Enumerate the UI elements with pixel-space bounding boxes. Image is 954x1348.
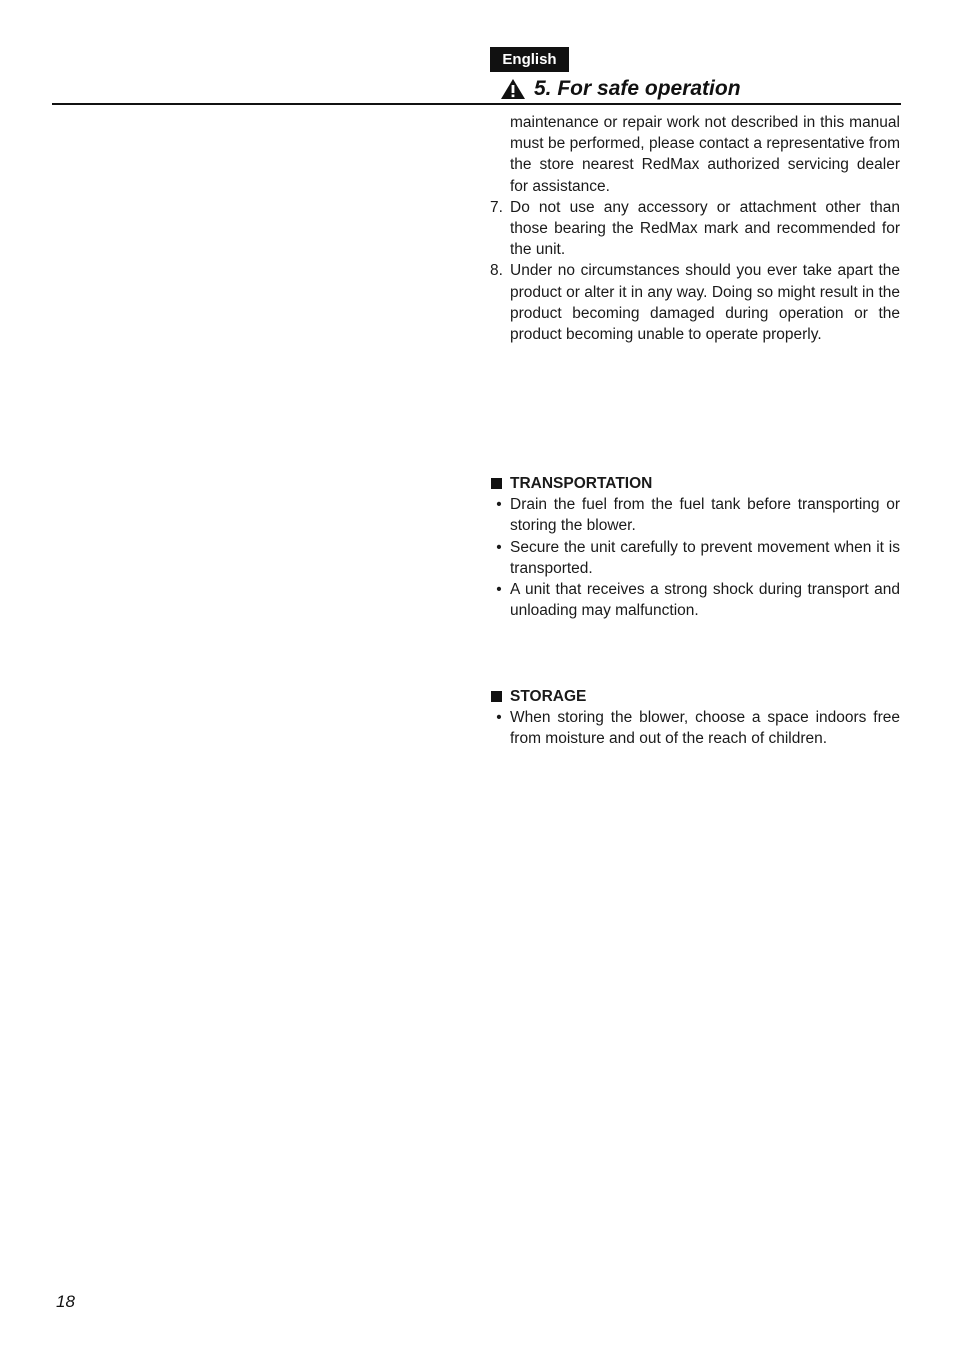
header-rule bbox=[52, 103, 901, 105]
continued-paragraph-text: maintenance or repair work not described in this manual must be performed, please contact a representative from the store nearest RedMax authorized servicing dealer for assistance. bbox=[510, 114, 900, 195]
list-item bbox=[490, 707, 900, 749]
list-item-text: Secure the unit carefully to prevent movement when it is transported. bbox=[510, 538, 900, 577]
storage-section bbox=[490, 686, 900, 750]
bullet-icon: • bbox=[496, 581, 502, 599]
black-square-icon bbox=[491, 478, 502, 489]
section-title bbox=[500, 75, 741, 103]
bullet-icon: • bbox=[496, 538, 502, 556]
list-item-text: A unit that receives a strong shock during transport and unloading may malfunction. bbox=[510, 581, 900, 620]
language-badge: English bbox=[490, 47, 569, 72]
maintenance-section bbox=[490, 112, 900, 345]
continued-paragraph bbox=[490, 112, 900, 197]
bullet-icon: • bbox=[496, 709, 502, 727]
page-number: 18 bbox=[56, 1292, 75, 1311]
section-title-text: 5. For safe operation bbox=[534, 77, 741, 100]
storage-heading bbox=[490, 686, 900, 707]
list-item-number: 8. bbox=[490, 262, 503, 280]
list-item-text: Under no circumstances should you ever take apart the product or alter it in any way. Doing so might result in the product becoming damaged during operation or the product becoming unable to operate properly. bbox=[510, 262, 900, 344]
transportation-heading-text: TRANSPORTATION bbox=[510, 475, 653, 492]
list-item bbox=[490, 494, 900, 536]
list-item-number: 7. bbox=[490, 198, 503, 216]
list-item bbox=[490, 537, 900, 579]
list-item-text: When storing the blower, choose a space indoors free from moisture and out of the reach of children. bbox=[510, 709, 900, 748]
list-item bbox=[490, 579, 900, 621]
list-item-text: Drain the fuel from the fuel tank before transporting or storing the blower. bbox=[510, 496, 900, 535]
transportation-section bbox=[490, 473, 900, 621]
storage-heading-text: STORAGE bbox=[510, 688, 587, 705]
black-square-icon bbox=[491, 691, 502, 702]
list-item-8 bbox=[490, 260, 900, 345]
list-item-7 bbox=[490, 197, 900, 261]
list-item-text: Do not use any accessory or attachment other than those bearing the RedMax mark and recommended for the unit. bbox=[510, 198, 900, 259]
bullet-icon: • bbox=[496, 496, 502, 514]
transportation-heading bbox=[490, 473, 900, 494]
warning-triangle-icon bbox=[500, 78, 526, 100]
